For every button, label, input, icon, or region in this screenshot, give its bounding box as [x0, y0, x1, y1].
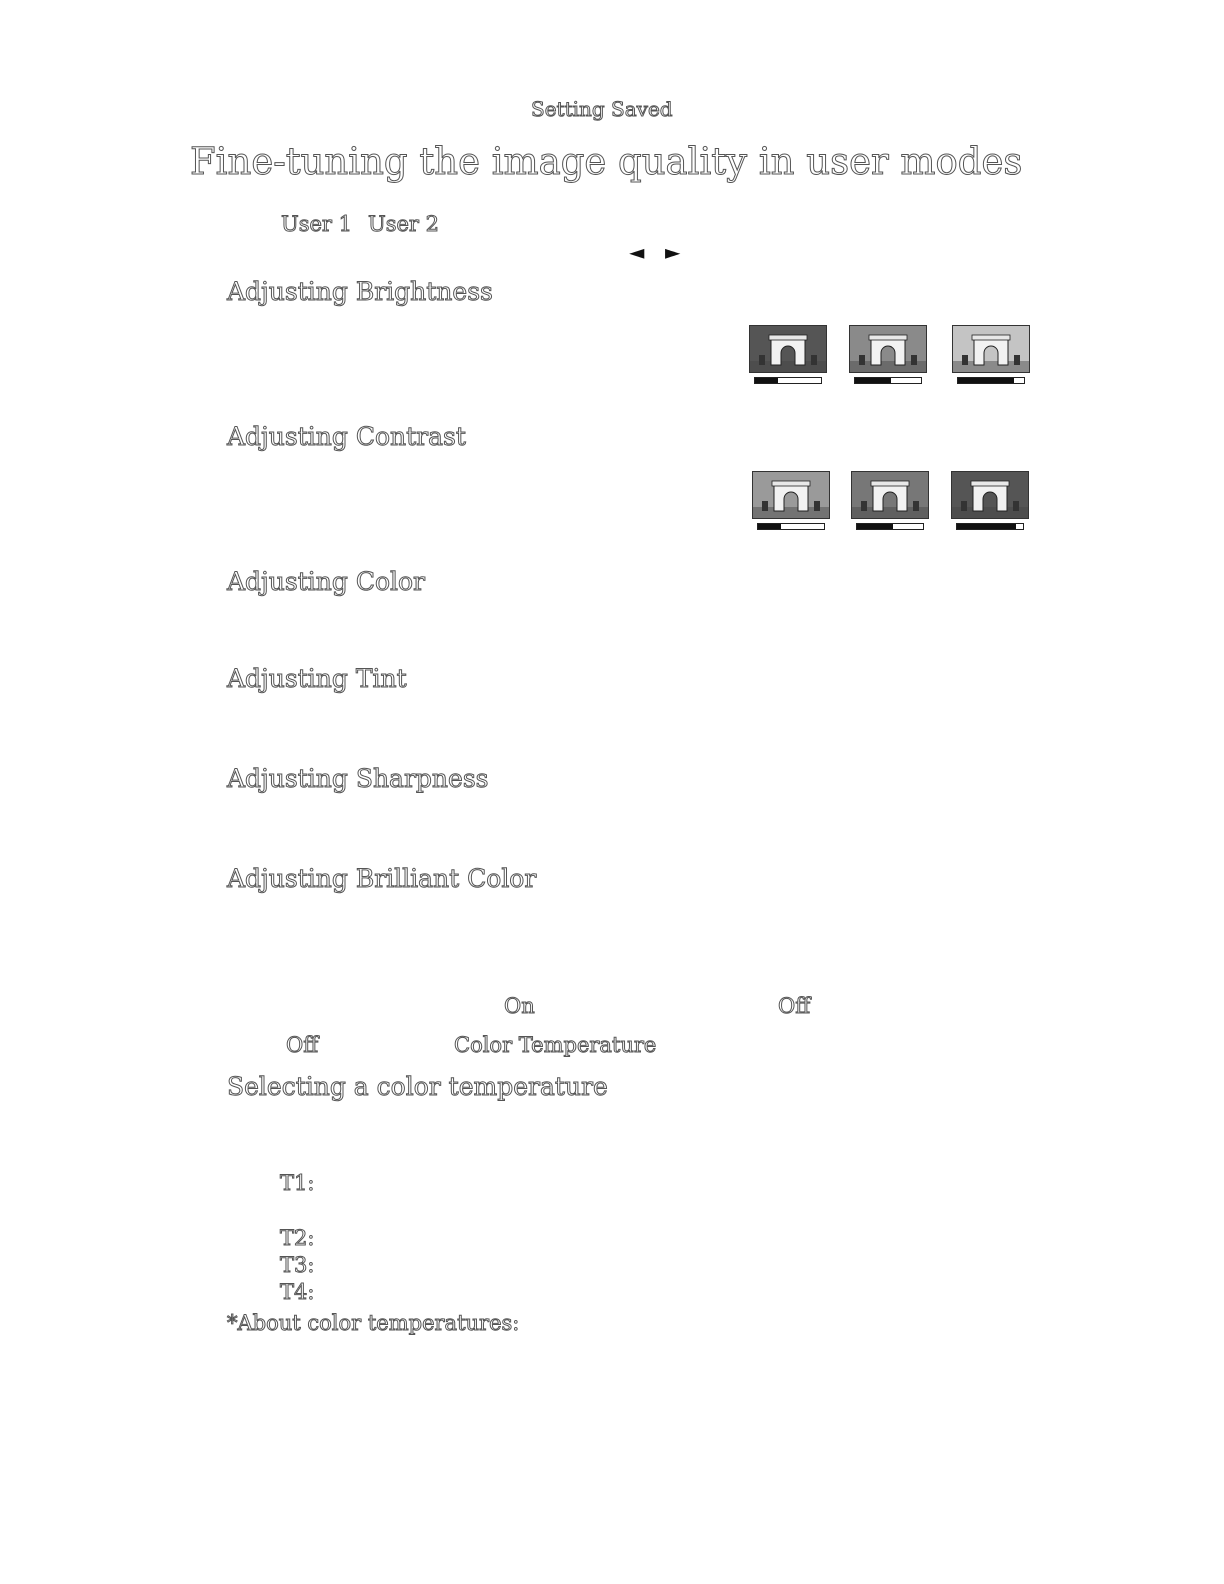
contrast-sample-image-1: [752, 471, 830, 519]
brightness-sample-image-3: [952, 325, 1030, 373]
page-title: Fine-tuning the image quality in user modes: [190, 140, 1023, 183]
brightness-level-bar-fill-2: [855, 378, 891, 383]
contrast-sample-2: [851, 471, 929, 530]
heading-adjusting-contrast: Adjusting Contrast: [227, 422, 466, 451]
brightness-sample-1: [749, 325, 827, 384]
contrast-sample-image-3: [951, 471, 1029, 519]
brightness-sample-2: [849, 325, 927, 384]
heading-adjusting-sharpness: Adjusting Sharpness: [227, 764, 489, 793]
brightness-level-bar-fill-1: [755, 378, 778, 383]
user-mode-1-label: User 1: [281, 212, 352, 236]
brightness-level-bar-1: [754, 377, 822, 384]
temperature-option-t1: T1:: [280, 1171, 315, 1195]
heading-selecting-color-temperature: Selecting a color temperature: [227, 1072, 608, 1101]
about-color-temperatures-note: *About color temperatures:: [227, 1311, 520, 1335]
heading-adjusting-brightness: Adjusting Brightness: [227, 277, 493, 306]
contrast-sample-image-2: [851, 471, 929, 519]
brightness-sample-3: [952, 325, 1030, 384]
contrast-sample-1: [752, 471, 830, 530]
left-arrow-icon: ◄: [629, 240, 645, 264]
brightness-sample-image-2: [849, 325, 927, 373]
brightness-level-bar-2: [854, 377, 922, 384]
contrast-level-bar-fill-3: [957, 524, 1016, 529]
brilliant-color-off-label: Off: [778, 994, 811, 1018]
brilliant-color-on-label: On: [504, 994, 535, 1018]
contrast-level-bar-3: [956, 523, 1024, 530]
heading-adjusting-brilliant-color: Adjusting Brilliant Color: [227, 864, 537, 893]
contrast-level-bar-fill-1: [758, 524, 781, 529]
contrast-sample-3: [951, 471, 1029, 530]
setting-saved-label: Setting Saved: [531, 97, 673, 121]
temperature-option-t3: T3:: [280, 1253, 315, 1277]
color-temperature-label: Color Temperature: [454, 1033, 657, 1057]
heading-adjusting-tint: Adjusting Tint: [227, 664, 407, 693]
right-arrow-icon: ►: [665, 240, 681, 264]
contrast-level-bar-2: [856, 523, 924, 530]
brightness-sample-image-1: [749, 325, 827, 373]
user-mode-2-label: User 2: [368, 212, 439, 236]
brightness-level-bar-3: [957, 377, 1025, 384]
temperature-option-t4: T4:: [280, 1280, 315, 1304]
brilliant-color-off-label-2: Off: [286, 1033, 319, 1057]
contrast-level-bar-1: [757, 523, 825, 530]
heading-adjusting-color: Adjusting Color: [227, 567, 426, 596]
temperature-option-t2: T2:: [280, 1226, 315, 1250]
contrast-level-bar-fill-2: [857, 524, 893, 529]
brightness-level-bar-fill-3: [958, 378, 1014, 383]
